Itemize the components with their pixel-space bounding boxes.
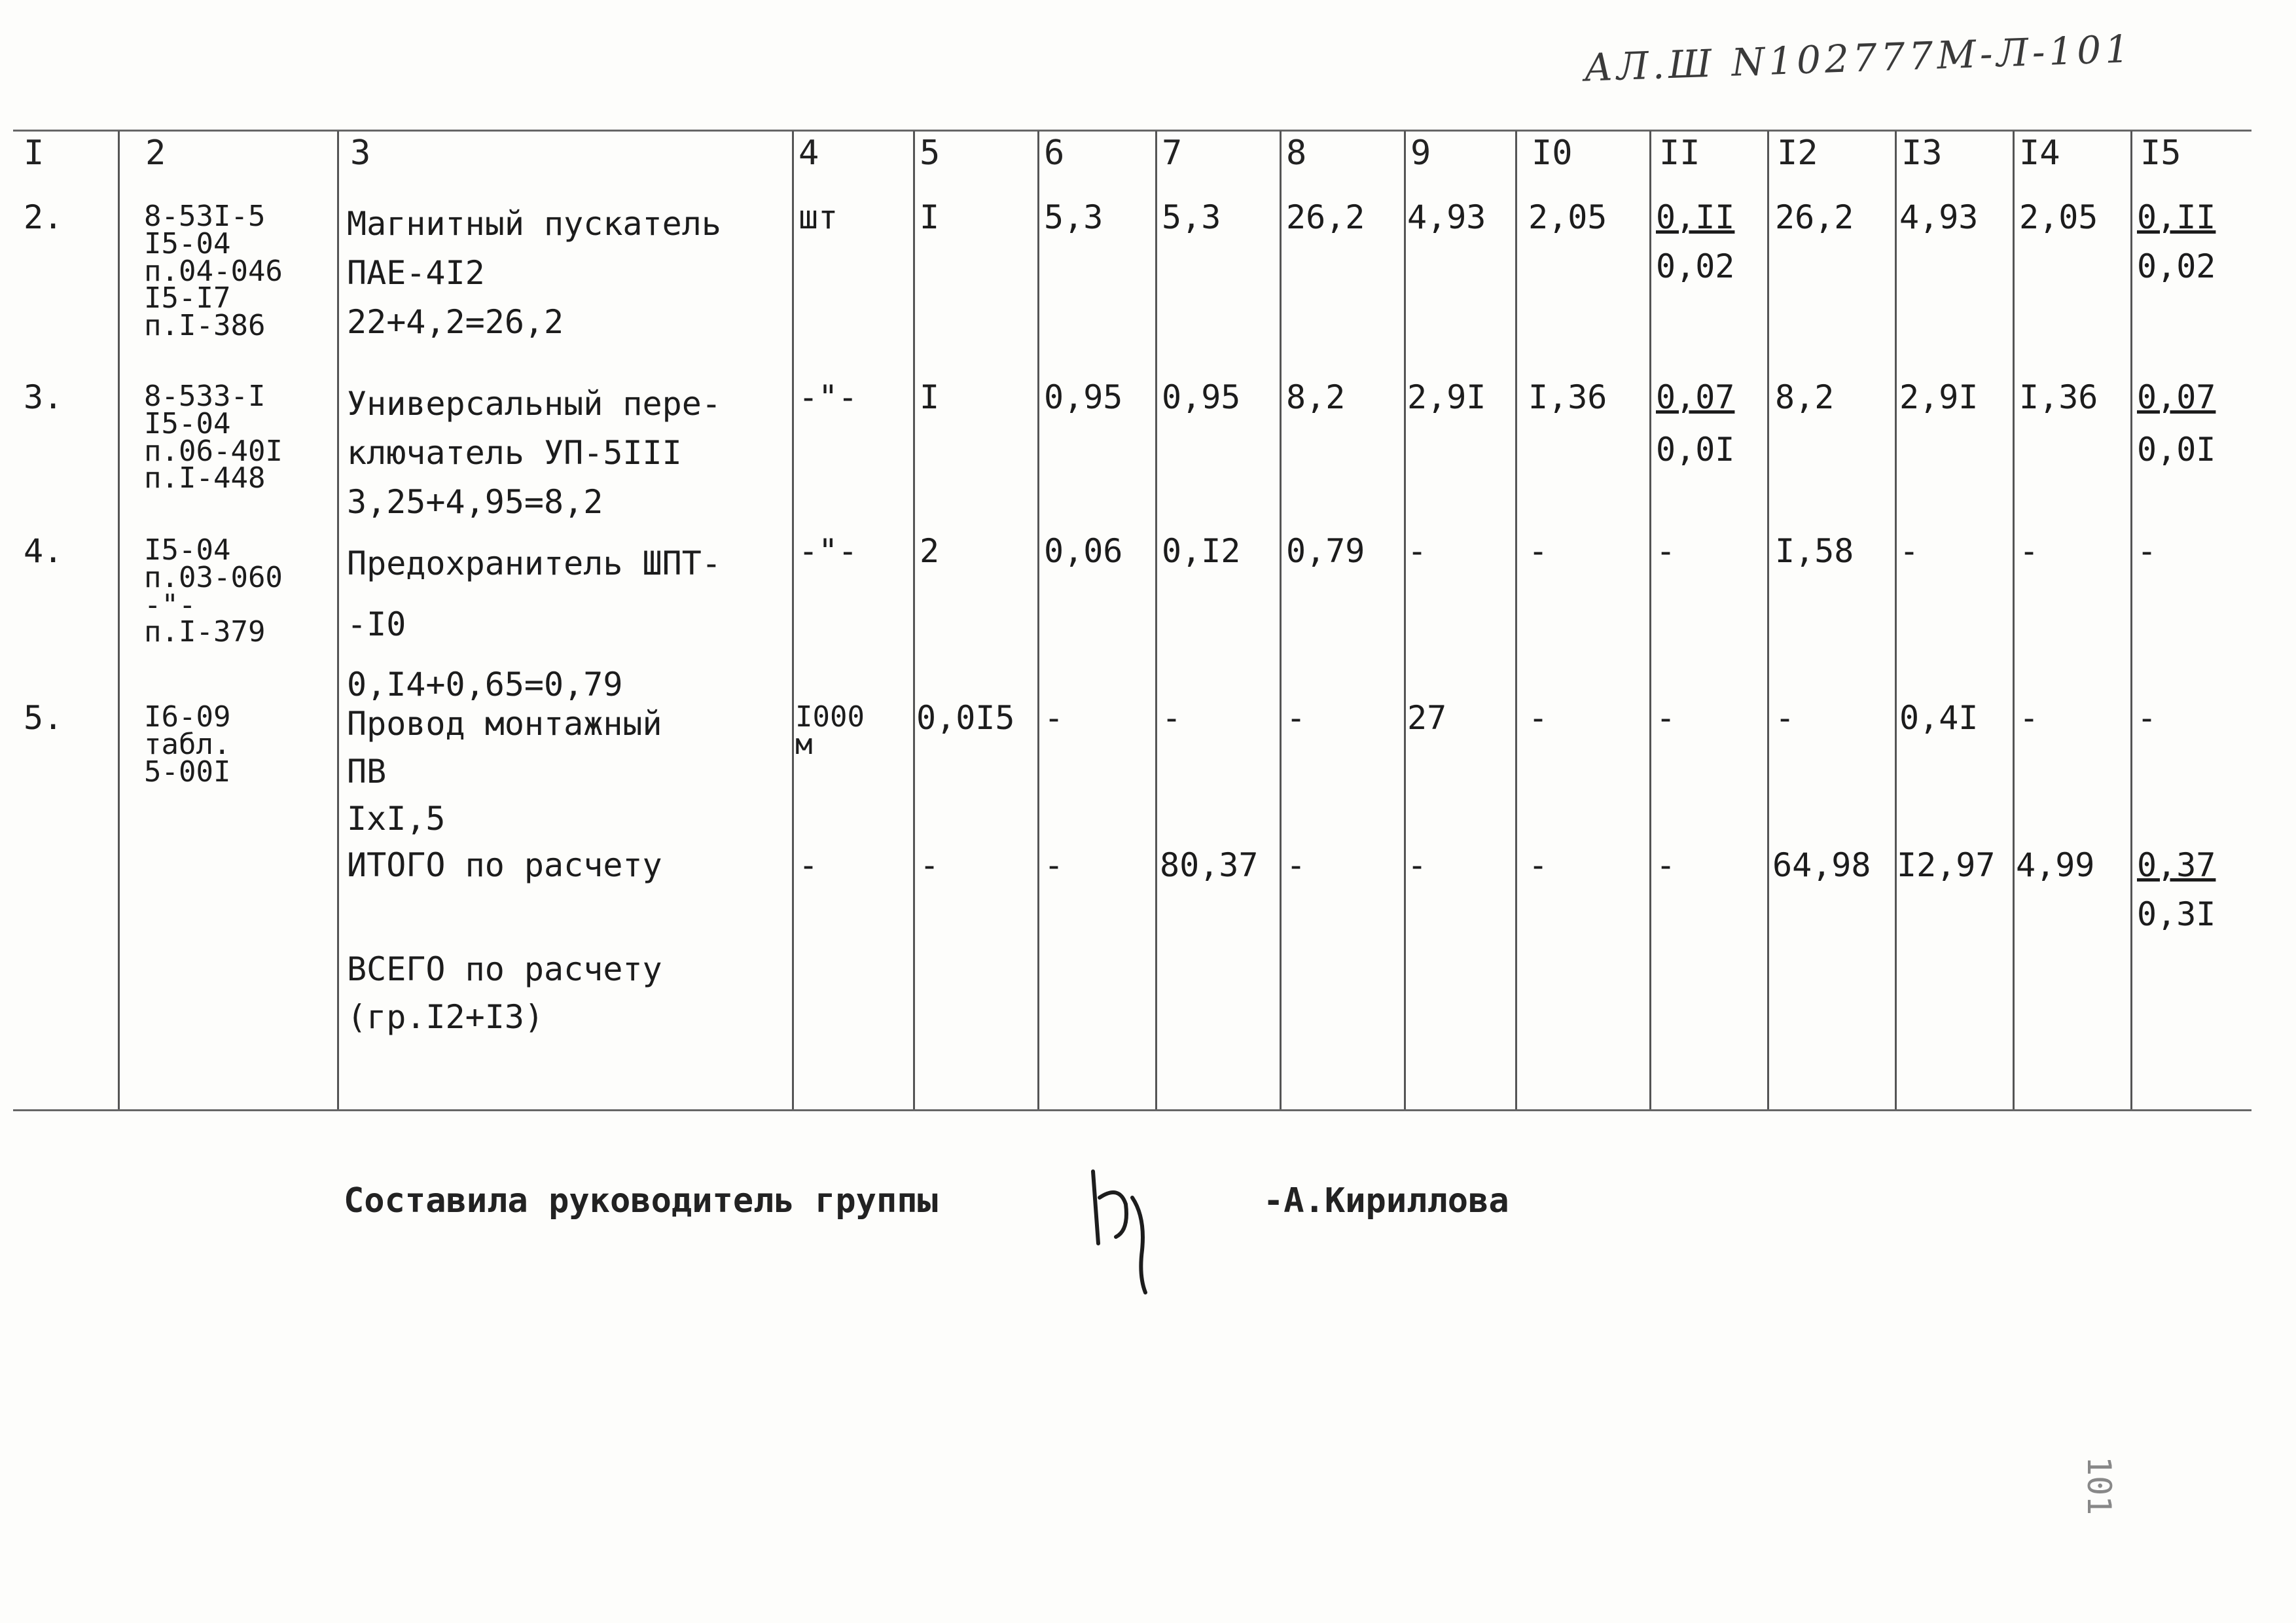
- document-reference: АЛ.Ш N102777М-Л-101: [1583, 26, 2134, 90]
- column-divider: [2013, 131, 2015, 1109]
- quantity: 0,0I5: [916, 699, 1015, 737]
- col11-value-top: 0,07: [1656, 378, 1735, 416]
- quantity: I: [920, 198, 940, 236]
- col11-value-bottom: 0,02: [1656, 247, 1735, 285]
- item-name: Предохранитель ШПТ- -I0 0,I4+0,65=0,79: [347, 544, 721, 704]
- col10-value: -: [1528, 699, 1549, 737]
- item-name: Универсальный пере- ключатель УП-5III 3,25+4,95=8,2: [347, 385, 721, 521]
- totals-col15-bottom: 0,3I: [2137, 895, 2216, 933]
- item-name: Магнитный пускатель ПАЕ-4I2 22+4,2=26,2: [347, 205, 721, 341]
- unit: шт: [798, 198, 838, 236]
- row-number: 2.: [24, 198, 63, 236]
- totals-label: ИТОГО по расчету: [347, 846, 662, 884]
- col10-value: 2,05: [1528, 198, 1607, 236]
- column-divider: [1280, 131, 1282, 1109]
- row-number: 4.: [24, 532, 63, 570]
- totals-col7: 80,37: [1160, 846, 1259, 884]
- totals-col5: -: [920, 846, 940, 884]
- compiler-name: -А.Кириллова: [1263, 1181, 1509, 1221]
- col8-value: -: [1286, 699, 1306, 737]
- column-divider: [1767, 131, 1769, 1109]
- norm-code: 8-53I-5 I5-04 п.04-046 I5-I7 п.I-386: [144, 200, 283, 343]
- totals-col6: -: [1044, 846, 1064, 884]
- column-divider: [1895, 131, 1897, 1109]
- col11-value: -: [1656, 699, 1676, 737]
- column-divider: [1404, 131, 1406, 1109]
- column-header-3: 3: [350, 134, 371, 173]
- quantity: 2: [920, 532, 940, 570]
- norm-code: 8-533-I I5-04 п.06-40I п.I-448: [144, 380, 283, 495]
- item-name: Провод монтажный ПВ IxI,5: [347, 705, 662, 838]
- column-header-5: 5: [920, 134, 941, 173]
- col12-value: -: [1775, 699, 1795, 737]
- col11-value-bottom: 0,0I: [1656, 431, 1735, 469]
- col9-value: 27: [1407, 699, 1447, 737]
- col14-value: 2,05: [2019, 198, 2098, 236]
- col15-value: -: [2137, 699, 2157, 737]
- col14-value: I,36: [2019, 378, 2098, 416]
- col13-value: -: [1899, 532, 1920, 570]
- row-number: 3.: [24, 378, 63, 416]
- norm-code: I5-04 п.03-060 -"- п.I-379: [144, 533, 283, 649]
- column-header-6: 6: [1044, 134, 1065, 173]
- col8-value: 0,79: [1286, 532, 1365, 570]
- column-header-4: 4: [798, 134, 819, 173]
- col13-value: 4,93: [1899, 198, 1979, 236]
- totals-col11: -: [1656, 846, 1676, 884]
- col13-value: 2,9I: [1899, 378, 1979, 416]
- grand-total-label: ВСЕГО по расчету (гр.I2+I3): [347, 950, 662, 1036]
- col13-value: 0,4I: [1899, 699, 1979, 737]
- col15-value-bottom: 0,0I: [2137, 431, 2216, 469]
- column-divider: [118, 131, 120, 1109]
- col8-value: 26,2: [1286, 198, 1365, 236]
- column-header-10: I0: [1532, 134, 1573, 173]
- totals-col8: -: [1286, 846, 1306, 884]
- totals-col4: -: [798, 846, 819, 884]
- col6-value: 5,3: [1044, 198, 1103, 236]
- col15-value-top: 0,II: [2137, 198, 2216, 236]
- column-divider: [1515, 131, 1517, 1109]
- table-bottom-rule: [13, 1109, 2251, 1111]
- totals-col14: 4,99: [2016, 846, 2095, 884]
- quantity: I: [920, 378, 940, 416]
- col6-value: 0,95: [1044, 378, 1123, 416]
- column-header-1: I: [24, 134, 45, 173]
- col14-value: -: [2019, 699, 2039, 737]
- unit: -"-: [798, 378, 858, 416]
- col11-value-top: 0,II: [1656, 198, 1735, 236]
- column-header-7: 7: [1162, 134, 1183, 173]
- col14-value: -: [2019, 532, 2039, 570]
- column-header-15: I5: [2140, 134, 2181, 173]
- page-number: 101: [2080, 1456, 2118, 1516]
- col11-value: -: [1656, 532, 1676, 570]
- table-top-rule: [13, 130, 2251, 132]
- totals-col9: -: [1407, 846, 1427, 884]
- signature: [1080, 1158, 1165, 1296]
- column-divider: [913, 131, 915, 1109]
- col10-value: I,36: [1528, 378, 1607, 416]
- column-header-9: 9: [1410, 134, 1431, 173]
- column-header-12: I2: [1777, 134, 1818, 173]
- column-divider: [337, 131, 339, 1109]
- col9-value: 4,93: [1407, 198, 1486, 236]
- totals-col13: I2,97: [1897, 846, 1996, 884]
- unit: -"-: [798, 532, 858, 570]
- col7-value: -: [1162, 699, 1182, 737]
- column-divider: [2130, 131, 2132, 1109]
- col6-value: 0,06: [1044, 532, 1123, 570]
- col9-value: 2,9I: [1407, 378, 1486, 416]
- col15-value: -: [2137, 532, 2157, 570]
- col12-value: 26,2: [1775, 198, 1854, 236]
- column-header-8: 8: [1286, 134, 1307, 173]
- column-divider: [1155, 131, 1157, 1109]
- totals-col10: -: [1528, 846, 1549, 884]
- column-divider: [1037, 131, 1039, 1109]
- col12-value: I,58: [1775, 532, 1854, 570]
- col15-value-bottom: 0,02: [2137, 247, 2216, 285]
- col8-value: 8,2: [1286, 378, 1346, 416]
- col6-value: -: [1044, 699, 1064, 737]
- totals-col15-top: 0,37: [2137, 846, 2216, 884]
- col7-value: 5,3: [1162, 198, 1221, 236]
- unit: I000 м: [795, 700, 865, 761]
- col7-value: 0,I2: [1162, 532, 1241, 570]
- col9-value: -: [1407, 532, 1427, 570]
- compiled-by-label: Составила руководитель группы: [344, 1181, 938, 1221]
- col12-value: 8,2: [1775, 378, 1835, 416]
- totals-col12: 64,98: [1772, 846, 1871, 884]
- column-divider: [792, 131, 794, 1109]
- column-header-11: II: [1659, 134, 1700, 173]
- col10-value: -: [1528, 532, 1549, 570]
- col7-value: 0,95: [1162, 378, 1241, 416]
- column-header-14: I4: [2019, 134, 2060, 173]
- row-number: 5.: [24, 699, 63, 737]
- col15-value-top: 0,07: [2137, 378, 2216, 416]
- column-header-2: 2: [145, 134, 166, 173]
- norm-code: I6-09 табл. 5-00I: [144, 700, 231, 789]
- column-header-13: I3: [1901, 134, 1943, 173]
- column-divider: [1649, 131, 1651, 1109]
